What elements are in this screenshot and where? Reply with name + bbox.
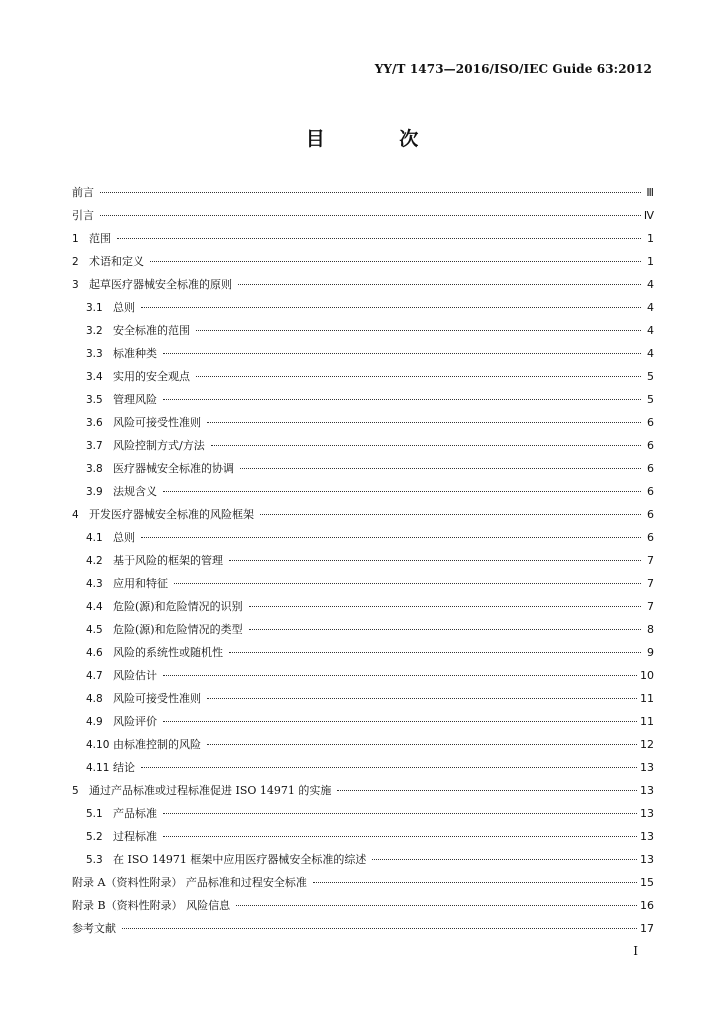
toc-entry-page: 6 <box>647 508 654 521</box>
toc-entry[interactable] <box>72 805 654 828</box>
toc-entry-page: 16 <box>640 899 654 912</box>
toc-entry-page: 13 <box>640 807 654 820</box>
toc-entry[interactable] <box>72 644 654 667</box>
dot-leader <box>100 205 641 216</box>
dot-leader <box>207 412 641 423</box>
toc-entry-page: 7 <box>647 577 654 590</box>
page-number: I <box>633 944 638 958</box>
dot-leader <box>141 297 641 308</box>
toc-entry-label: 起草医疗器械安全标准的原则 <box>89 278 232 291</box>
toc-entry-page: 4 <box>647 301 654 314</box>
toc-entry-number: 5 <box>72 785 79 797</box>
dot-leader <box>117 228 641 239</box>
toc-entry-page: 13 <box>640 830 654 843</box>
toc-entry[interactable] <box>72 920 654 943</box>
toc-entry-page: 17 <box>640 922 654 935</box>
toc-entry-number: 4.2 <box>86 555 103 567</box>
dot-leader <box>163 389 641 400</box>
toc-entry-label: 风险评价 <box>113 715 157 728</box>
toc-entry[interactable] <box>72 506 654 529</box>
toc-entry-page: 7 <box>647 600 654 613</box>
toc-entry[interactable] <box>72 253 654 276</box>
toc-entry[interactable] <box>72 483 654 506</box>
toc-entry-label: 通过产品标准或过程标准促进 ISO 14971 的实施 <box>89 784 332 797</box>
toc-entry-page: 6 <box>647 416 654 429</box>
toc-entry-number: 4.11 <box>86 762 110 774</box>
toc-entry-page: Ⅳ <box>643 209 654 222</box>
toc-entry[interactable] <box>72 759 654 782</box>
toc-entry-label: 由标准控制的风险 <box>113 738 201 751</box>
toc-entry-page: 13 <box>640 761 654 774</box>
toc-entry-page: 12 <box>640 738 654 751</box>
toc-entry[interactable] <box>72 782 654 805</box>
toc-entry-number: 5.3 <box>86 854 103 866</box>
toc-entry-number: 4.5 <box>86 624 103 636</box>
dot-leader <box>163 803 637 814</box>
toc-entry-label: 术语和定义 <box>89 255 144 268</box>
toc-entry-label: 引言 <box>72 209 94 222</box>
dot-leader <box>122 918 637 929</box>
toc-entry-page: 4 <box>647 347 654 360</box>
toc-entry[interactable] <box>72 391 654 414</box>
toc-entry-number: 3.5 <box>86 394 103 406</box>
toc-entry[interactable] <box>72 621 654 644</box>
toc-entry-page: 11 <box>640 692 654 705</box>
toc-entry-label: 管理风险 <box>113 393 157 406</box>
toc-entry-page: 6 <box>647 462 654 475</box>
dot-leader <box>150 251 641 262</box>
toc-entry-label: 总则 <box>113 301 135 314</box>
toc-entry-page: 11 <box>640 715 654 728</box>
toc-entry-number: 4.6 <box>86 647 103 659</box>
toc-entry-label: 在 ISO 14971 框架中应用医疗器械安全标准的综述 <box>113 853 367 866</box>
toc-entry-number: 4.4 <box>86 601 103 613</box>
toc-entry-number: 3.1 <box>86 302 103 314</box>
toc-entry-page: 1 <box>647 255 654 268</box>
toc-entry-page: Ⅲ <box>646 186 654 199</box>
toc-entry-label: 基于风险的框架的管理 <box>113 554 223 567</box>
toc-entry-number: 3.4 <box>86 371 103 383</box>
toc-entry-page: 1 <box>647 232 654 245</box>
dot-leader <box>240 458 641 469</box>
toc-entry-number: 4.7 <box>86 670 103 682</box>
dot-leader <box>196 320 641 331</box>
toc-entry-label: 范围 <box>89 232 111 245</box>
toc-entry-page: 9 <box>647 646 654 659</box>
toc-entry-label: 参考文献 <box>72 922 116 935</box>
toc-entry-number: 1 <box>72 233 79 245</box>
toc-entry-label: 总则 <box>113 531 135 544</box>
toc-entry-page: 10 <box>640 669 654 682</box>
toc-entry[interactable] <box>72 529 654 552</box>
dot-leader <box>229 642 641 653</box>
dot-leader <box>249 619 641 630</box>
toc-entry-page: 6 <box>647 531 654 544</box>
toc-entry-label: 法规含义 <box>113 485 157 498</box>
toc-entry[interactable] <box>72 828 654 851</box>
toc-entry-number: 4.8 <box>86 693 103 705</box>
toc-entry-label: 风险可接受性准则 <box>113 692 201 705</box>
toc-entry-label: 安全标准的范围 <box>113 324 190 337</box>
toc-entry-label: 应用和特征 <box>113 577 168 590</box>
toc-entry[interactable] <box>72 690 654 713</box>
toc-entry-number: 4.3 <box>86 578 103 590</box>
toc-entry-page: 6 <box>647 485 654 498</box>
dot-leader <box>174 573 641 584</box>
toc-entry[interactable] <box>72 345 654 368</box>
toc-entry-page: 15 <box>640 876 654 889</box>
toc-entry-label: 开发医疗器械安全标准的风险框架 <box>89 508 254 521</box>
toc-entry[interactable] <box>72 230 654 253</box>
toc-entry[interactable] <box>72 736 654 759</box>
toc-entry[interactable] <box>72 299 654 322</box>
toc-entry-number: 3.9 <box>86 486 103 498</box>
toc-entry-label: 风险可接受性准则 <box>113 416 201 429</box>
toc-entry[interactable] <box>72 184 654 207</box>
dot-leader <box>211 435 641 446</box>
dot-leader <box>313 872 637 883</box>
toc-entry-label: 实用的安全观点 <box>113 370 190 383</box>
toc-entry-page: 4 <box>647 278 654 291</box>
toc-entry[interactable] <box>72 575 654 598</box>
toc-entry-page: 13 <box>640 853 654 866</box>
toc-entry-number: 4 <box>72 509 79 521</box>
toc-entry-label: 风险的系统性或随机性 <box>113 646 223 659</box>
toc-entry-number: 3.3 <box>86 348 103 360</box>
toc-entry[interactable] <box>72 414 654 437</box>
toc-entry[interactable] <box>72 897 654 920</box>
toc-entry-label: 附录 B（资料性附录） 风险信息 <box>72 899 231 912</box>
toc-entry[interactable] <box>72 874 654 897</box>
toc-entry[interactable] <box>72 322 654 345</box>
toc-entry[interactable] <box>72 368 654 391</box>
toc-entry-number: 3.7 <box>86 440 103 452</box>
toc-entry-label: 医疗器械安全标准的协调 <box>113 462 234 475</box>
toc-entry-label: 过程标准 <box>113 830 157 843</box>
toc-entry-label: 产品标准 <box>113 807 157 820</box>
toc-entry-page: 13 <box>640 784 654 797</box>
toc-entry-number: 3.2 <box>86 325 103 337</box>
toc-entry-label: 结论 <box>113 761 135 774</box>
table-of-contents <box>72 184 654 943</box>
dot-leader <box>337 780 637 791</box>
page-title: 目 次 <box>305 128 453 150</box>
toc-entry-page: 5 <box>647 393 654 406</box>
dot-leader <box>260 504 641 515</box>
toc-entry-label: 危险(源)和危险情况的识别 <box>113 600 243 613</box>
toc-entry-page: 8 <box>647 623 654 636</box>
dot-leader <box>207 734 637 745</box>
dot-leader <box>141 527 641 538</box>
toc-entry[interactable] <box>72 851 654 874</box>
toc-entry-number: 2 <box>72 256 79 268</box>
standard-code: YY/T 1473—2016/ISO/IEC Guide 63:2012 <box>374 62 652 76</box>
dot-leader <box>372 849 637 860</box>
toc-entry-page: 7 <box>647 554 654 567</box>
dot-leader <box>229 550 641 561</box>
dot-leader <box>163 481 641 492</box>
dot-leader <box>163 665 637 676</box>
toc-entry[interactable] <box>72 437 654 460</box>
toc-entry-label: 风险估计 <box>113 669 157 682</box>
toc-entry-page: 6 <box>647 439 654 452</box>
dot-leader <box>207 688 637 699</box>
dot-leader <box>238 274 641 285</box>
toc-entry-page: 4 <box>647 324 654 337</box>
toc-entry[interactable] <box>72 667 654 690</box>
dot-leader <box>163 343 641 354</box>
toc-entry-number: 5.2 <box>86 831 103 843</box>
toc-entry-label: 危险(源)和危险情况的类型 <box>113 623 243 636</box>
toc-entry[interactable] <box>72 460 654 483</box>
toc-entry-label: 附录 A（资料性附录） 产品标准和过程安全标准 <box>72 876 307 889</box>
toc-entry[interactable] <box>72 552 654 575</box>
dot-leader <box>100 182 641 193</box>
dot-leader <box>249 596 641 607</box>
toc-entry[interactable] <box>72 598 654 621</box>
dot-leader <box>163 826 637 837</box>
toc-entry[interactable] <box>72 207 654 230</box>
toc-entry-number: 4.10 <box>86 739 110 751</box>
toc-entry-number: 4.9 <box>86 716 103 728</box>
toc-entry-number: 3 <box>72 279 79 291</box>
dot-leader <box>141 757 637 768</box>
toc-entry-number: 3.8 <box>86 463 103 475</box>
toc-entry-number: 4.1 <box>86 532 103 544</box>
dot-leader <box>163 711 637 722</box>
toc-entry-label: 标准种类 <box>113 347 157 360</box>
toc-entry[interactable] <box>72 276 654 299</box>
toc-entry-label: 前言 <box>72 186 94 199</box>
toc-entry-number: 5.1 <box>86 808 103 820</box>
toc-entry-page: 5 <box>647 370 654 383</box>
toc-entry-label: 风险控制方式/方法 <box>113 439 205 452</box>
toc-entry[interactable] <box>72 713 654 736</box>
dot-leader <box>236 895 637 906</box>
toc-entry-number: 3.6 <box>86 417 103 429</box>
dot-leader <box>196 366 641 377</box>
